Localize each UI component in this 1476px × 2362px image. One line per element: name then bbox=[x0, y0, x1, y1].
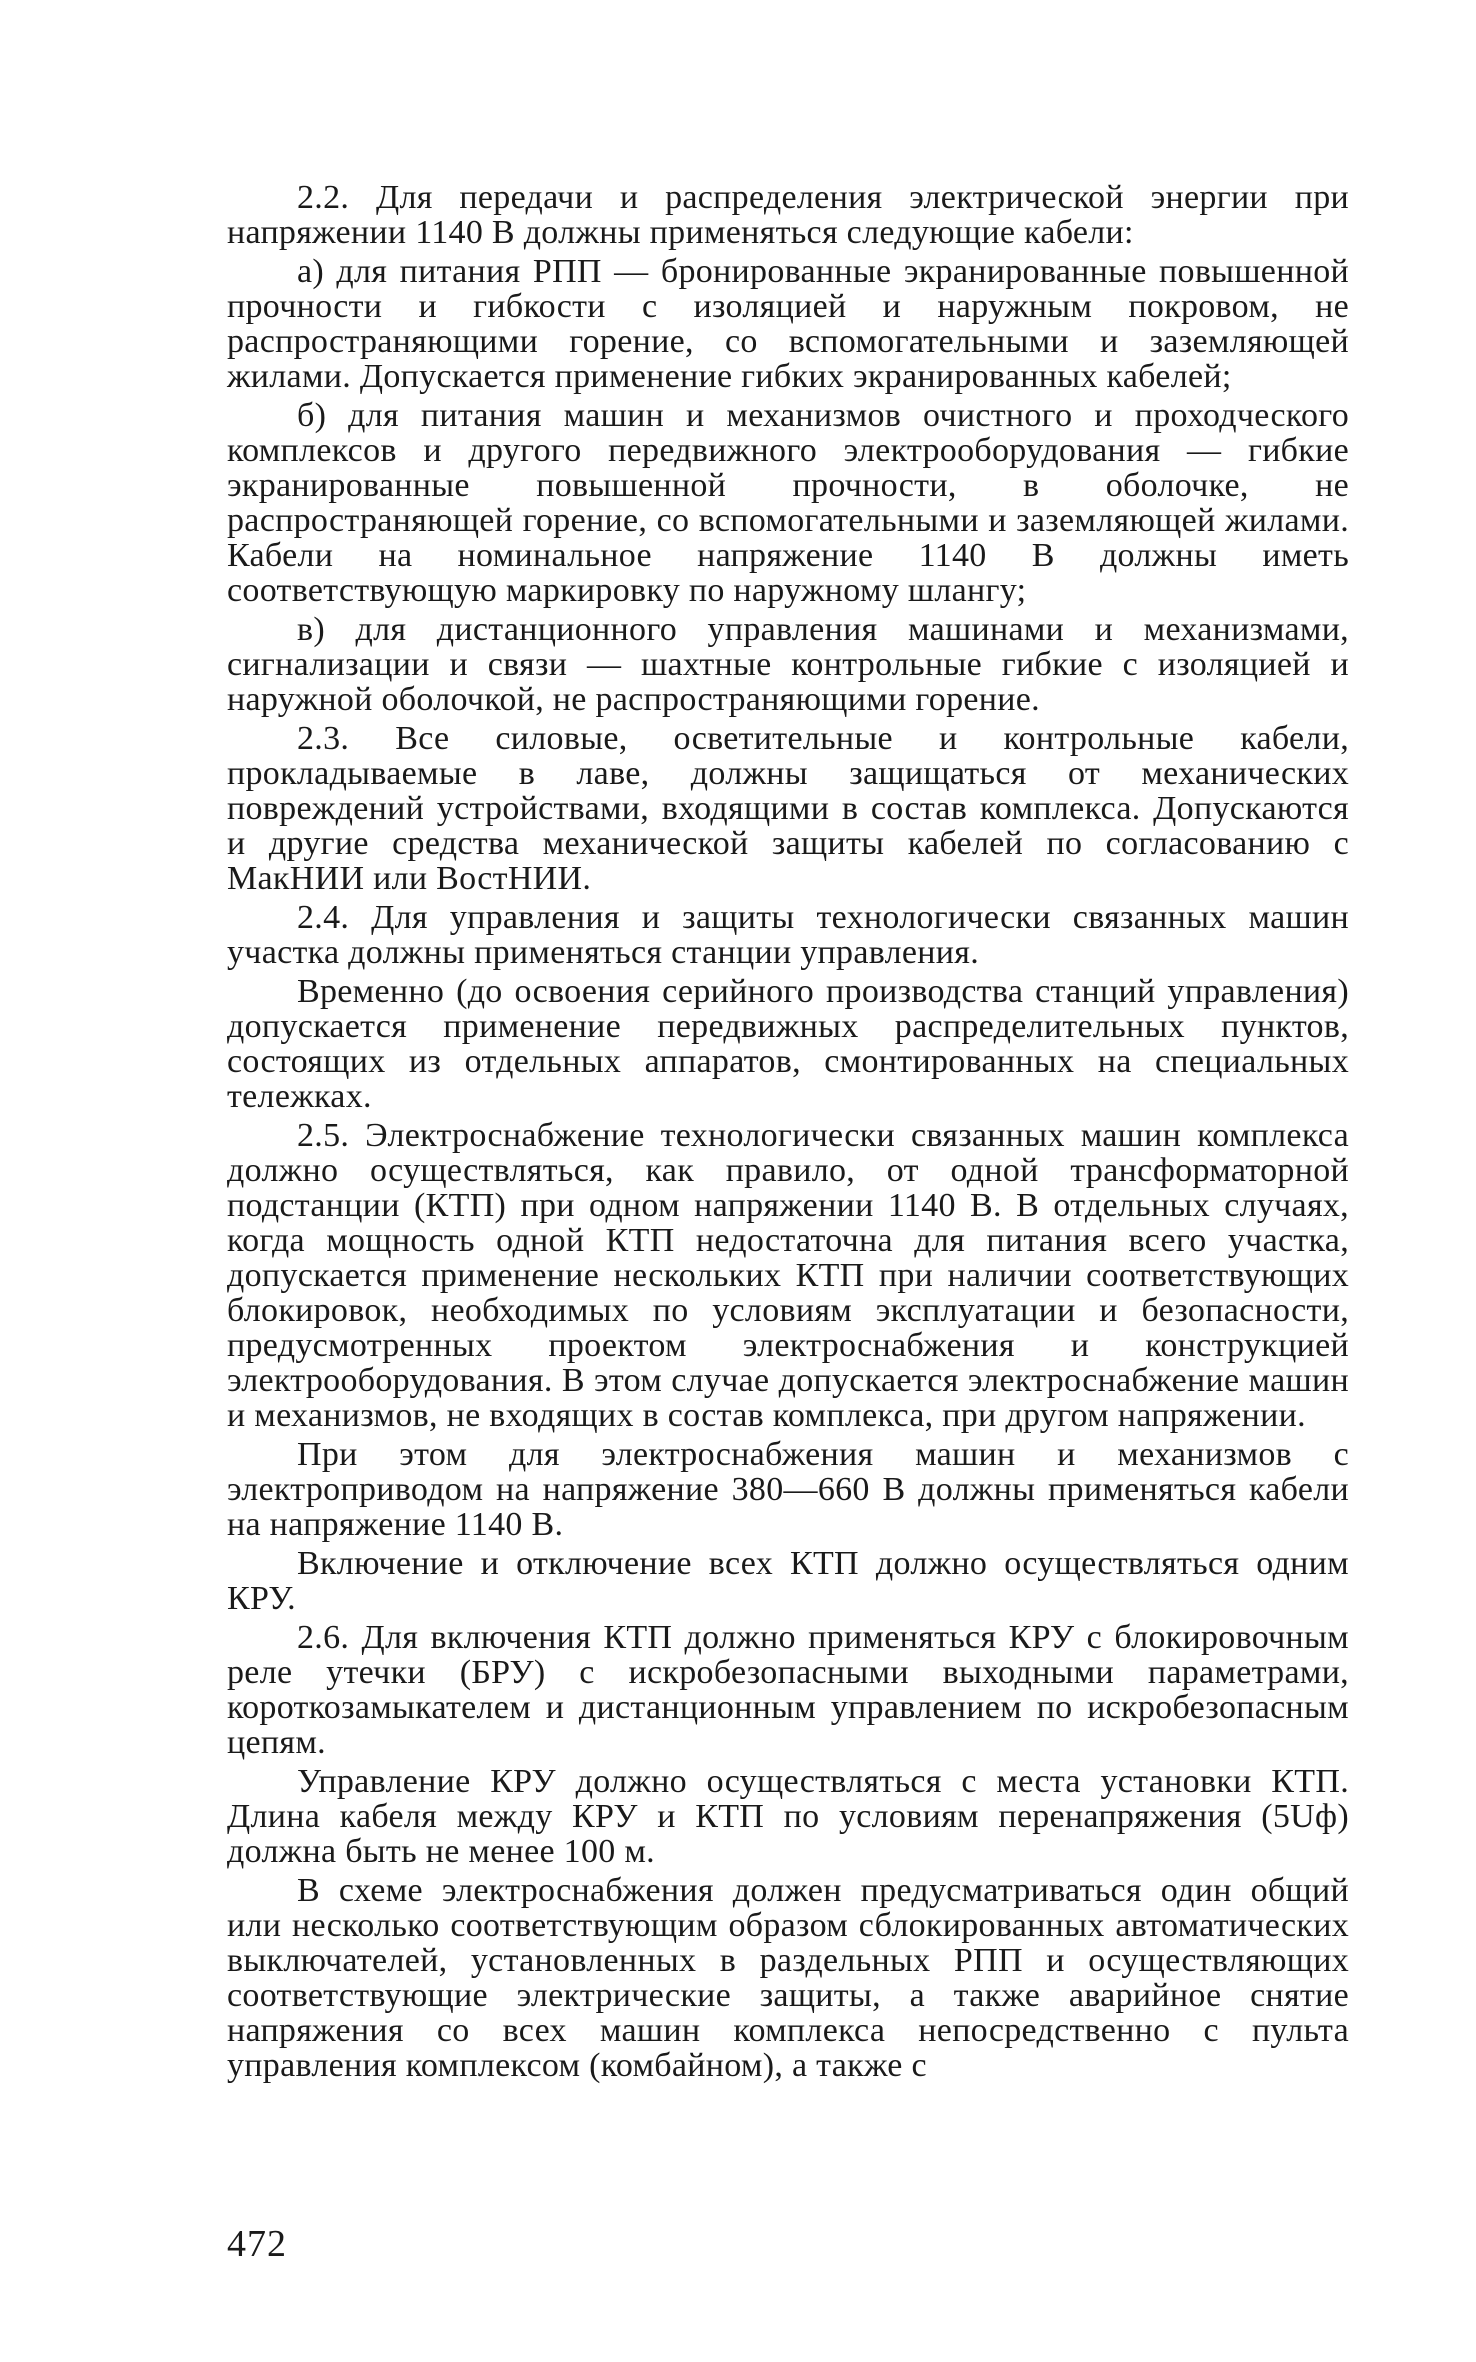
paragraph-2-5-switching: Включение и отключение всех КТП должно осуществляться одним КРУ. bbox=[227, 1545, 1349, 1617]
paragraph-2-6-control: Управление КРУ должно осуществляться с места установки КТП. Длина кабеля между КРУ и КТП по условиям перенапряжения (5Uф) должна быть не менее 100 м. bbox=[227, 1763, 1349, 1870]
paragraph-2-4-temporary: Временно (до освоения серийного производства станций управления) допускается применение передвижных распределительных пунктов, состоящих из отдельных аппаратов, смонтированных на специальных тележках. bbox=[227, 973, 1349, 1115]
paragraph-2-5-cables: При этом для электроснабжения машин и механизмов с электроприводом на напряжение 380—660 В должны применяться кабели на напряжение 1140 В. bbox=[227, 1436, 1349, 1543]
paragraph-2-2-a: а) для питания РПП — бронированные экранированные повышенной прочности и гибкости с изоляцией и наружным покровом, не распространяющими горение, со вспомогательными и заземляющей жилами. Допускается применение гибких экранированных кабелей; bbox=[227, 253, 1349, 395]
body-text bbox=[227, 180, 1349, 2087]
paragraph-2-6: 2.6. Для включения КТП должно применяться КРУ с блокировочным реле утечки (БРУ) с искробезопасными выходными параметрами, короткозамыкателем и дистанционным управлением по искробезопасным цепям. bbox=[227, 1619, 1349, 1761]
paragraph-2-2-b: б) для питания машин и механизмов очистного и проходческого комплексов и другого передвижного электрооборудования — гибкие экранированные повышенной прочности, в оболочке, не распространяющей горение, со вспомогательными и заземляющей жилами. Кабели на номинальное напряжение 1140 В должны иметь соответствующую маркировку по наружному шлангу; bbox=[227, 397, 1349, 609]
paragraph-2-2-v: в) для дистанционного управления машинами и механизмами, сигнализации и связи — шахтные контрольные гибкие с изоляцией и наружной оболочкой, не распространяющими горение. bbox=[227, 611, 1349, 718]
page-number: 472 bbox=[227, 2223, 287, 2265]
paragraph-2-6-scheme: В схеме электроснабжения должен предусматриваться один общий или несколько соответствующим образом сблокированных автоматических выключателей, установленных в раздельных РПП и осуществляющих соответствующие электрические защиты, а также аварийное снятие напряжения со всех машин комплекса непосредственно с пульта управления комплексом (комбайном), а также с bbox=[227, 1872, 1349, 2084]
paragraph-2-5: 2.5. Электроснабжение технологически связанных машин комплекса должно осуществляться, как правило, от одной трансформаторной подстанции (КТП) при одном напряжении 1140 В. В отдельных случаях, когда мощность одной КТП недостаточна для питания всего участка, допускается применение нескольких КТП при наличии соответствующих блокировок, необходимых по условиям эксплуатации и безопасности, предусмотренных проектом электроснабжения и конструкцией электрооборудования. В этом случае допускается электроснабжение машин и механизмов, не входящих в состав комплекса, при другом напряжении. bbox=[227, 1117, 1349, 1434]
paragraph-2-4: 2.4. Для управления и защиты технологически связанных машин участка должны применяться станции управления. bbox=[227, 899, 1349, 971]
paragraph-2-3: 2.3. Все силовые, осветительные и контрольные кабели, прокладываемые в лаве, должны защищаться от механических повреждений устройствами, входящими в состав комплекса. Допускаются и другие средства механической защиты кабелей по согласованию с МакНИИ или ВостНИИ. bbox=[227, 720, 1349, 897]
paragraph-2-2: 2.2. Для передачи и распределения электрической энергии при напряжении 1140 В должны применяться следующие кабели: bbox=[227, 179, 1349, 251]
